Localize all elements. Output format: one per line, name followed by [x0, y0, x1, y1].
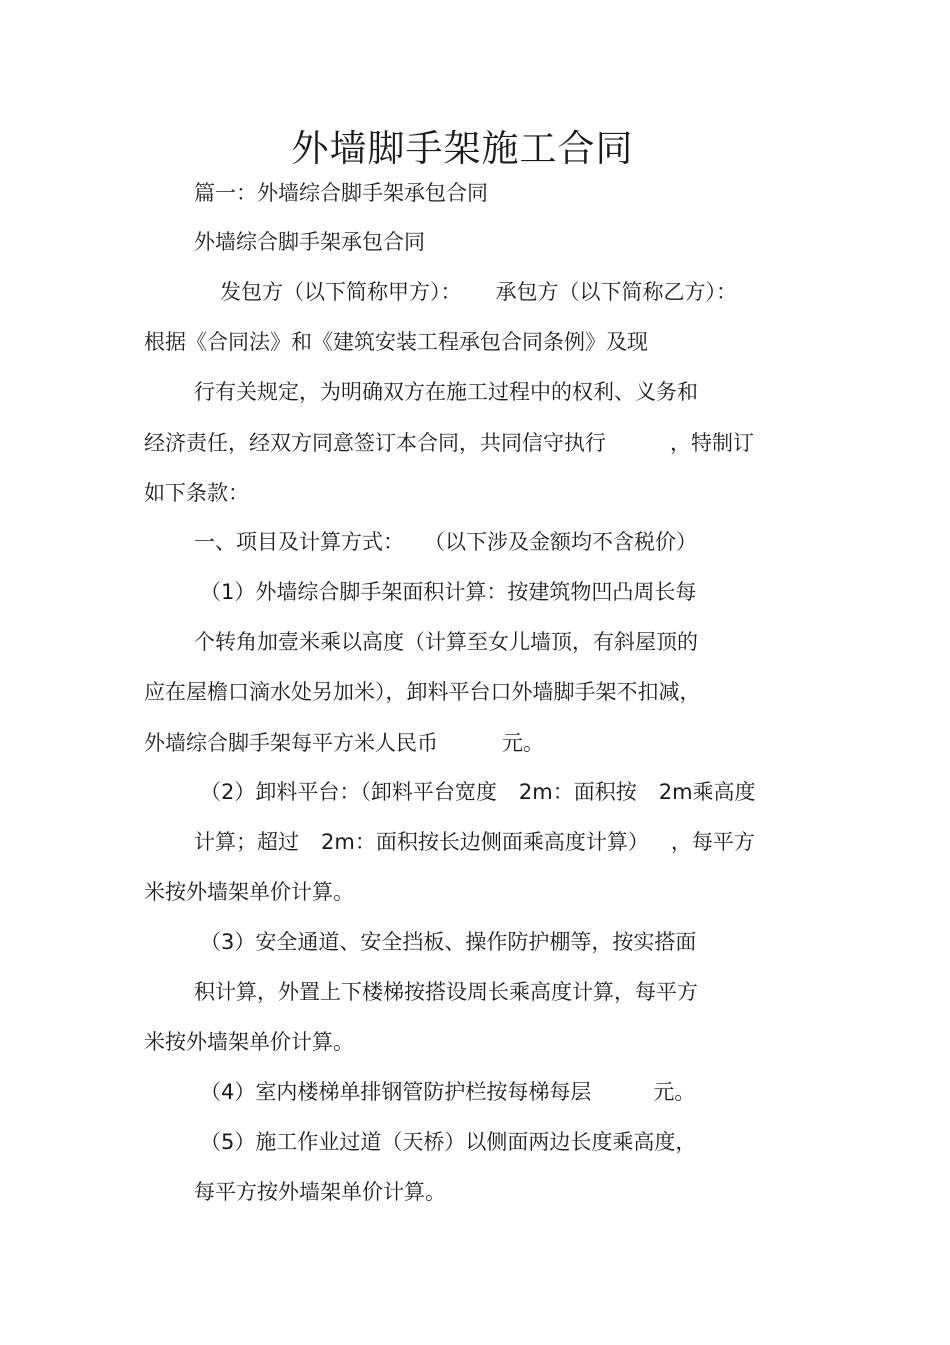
- body-line: 根据《合同法》和《建筑安装工程承包合同条例》及现: [144, 330, 648, 354]
- body-text: 2m：面积按: [518, 780, 637, 804]
- parties-line: [220, 278, 737, 306]
- body-line: [144, 429, 754, 457]
- clause-item-4: [200, 1078, 695, 1106]
- body-text: ，特制订: [670, 431, 754, 455]
- party-b-label: 承包方（以下简称乙方）：: [495, 280, 737, 304]
- body-line: 每平方按外墙架单价计算。: [194, 1180, 446, 1204]
- body-text: 计算；超过: [194, 830, 299, 854]
- document-title: 外墙脚手架施工合同: [291, 127, 634, 170]
- body-line: 积计算，外置上下楼梯按搭设周长乘高度计算，每平方: [194, 980, 698, 1004]
- clause-title: 一、项目及计算方式：: [194, 530, 404, 554]
- clause-item-3: （3）安全通道、安全挡板、操作防护棚等，按实搭面: [200, 930, 697, 954]
- clause-item-5: （5）施工作业过道（天桥）以侧面两边长度乘高度，: [200, 1130, 697, 1154]
- body-text: 元。: [502, 731, 544, 755]
- body-line: [144, 729, 544, 757]
- body-text: （2）卸料平台：（卸料平台宽度: [200, 780, 497, 804]
- body-text: 2m乘高度: [658, 780, 756, 804]
- body-text: 元。: [653, 1080, 696, 1104]
- body-line: [194, 828, 755, 856]
- section-heading: 篇一：外墙综合脚手架承包合同: [194, 181, 488, 205]
- body-line: 行有关规定，为明确双方在施工过程中的权利、义务和: [194, 380, 698, 404]
- body-text: 经济责任，经双方同意签订本合同，共同信守执行: [144, 431, 606, 455]
- body-text: 2m：面积按长边侧面乘高度计算）: [321, 830, 649, 854]
- party-a-label: 发包方（以下简称甲方）：: [220, 280, 462, 304]
- clause-note: （以下涉及金额均不含税价）: [424, 530, 697, 554]
- body-line: 应在屋檐口滴水处另加米），卸料平台口外墙脚手架不扣减，: [144, 680, 701, 704]
- body-line: 米按外墙架单价计算。: [144, 880, 354, 904]
- clause-item-1: （1）外墙综合脚手架面积计算：按建筑物凹凸周长每: [200, 580, 697, 604]
- body-line: 米按外墙架单价计算。: [144, 1030, 354, 1054]
- clause-heading: [194, 528, 697, 556]
- body-text: ，每平方: [670, 830, 755, 854]
- contract-subtitle: 外墙综合脚手架承包合同: [194, 230, 425, 254]
- body-line: 如下条款：: [144, 481, 249, 505]
- body-text: 外墙综合脚手架每平方米人民币: [144, 731, 438, 755]
- body-line: 个转角加壹米乘以高度（计算至女儿墙顶，有斜屋顶的: [194, 630, 698, 654]
- clause-item-2: [200, 778, 756, 806]
- body-text: （4）室内楼梯单排钢管防护栏按每梯每层: [200, 1080, 592, 1104]
